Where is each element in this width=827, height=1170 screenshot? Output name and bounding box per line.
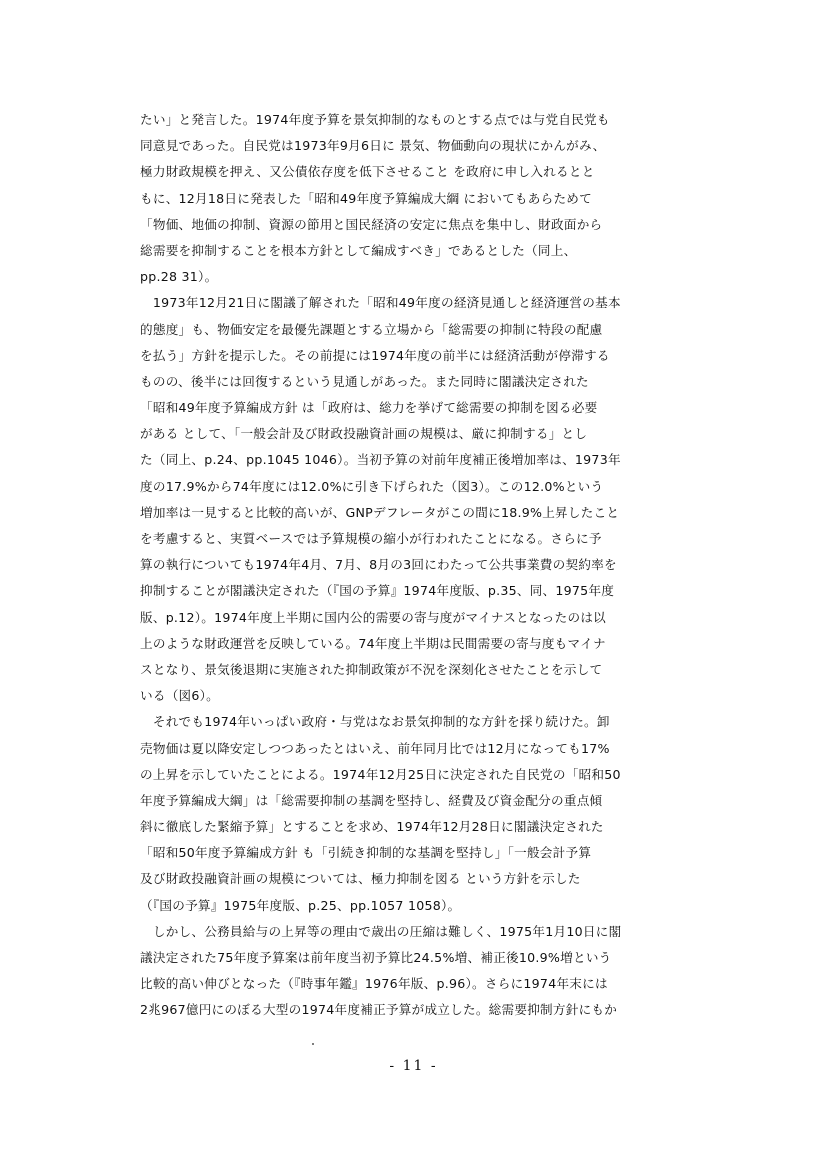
- text-line: 1973年12月21日に閣議了解された「昭和49年度の経済見通しと経済運営の基本: [140, 295, 621, 311]
- text-line: 2兆967億円にのぼる大型の1974年度補正予算が成立した。総需要抑制方針にもか: [140, 1002, 618, 1018]
- text-line: 議決定された75年度予算案は前年度当初予算比24.5%増、補正後10.9%増という: [140, 950, 612, 965]
- text-line: 上のような財政運営を反映している。74年度上半期は民間需要の寄与度もマイナ: [140, 635, 606, 651]
- text-line: 「物価、地価の抑制、資源の節用と国民経済の安定に焦点を集中し、財政面から: [140, 216, 603, 232]
- text-line: 年度予算編成大綱」は「総需要抑制の基調を堅持し、経費及び資金配分の重点傾: [140, 792, 603, 808]
- text-line: pp.28 31）。: [140, 269, 218, 285]
- text-line: 及び財政投融資計画の規模については、極力抑制を図る という方針を示した: [140, 871, 581, 887]
- text-line: 斜に徹底した緊縮予算」とすることを求め、1974年12月28日に閣議決定された: [140, 819, 604, 835]
- text-line: 的態度」も、物価安定を最優先課題とする立場から「総需要の抑制に特段の配慮: [140, 321, 603, 337]
- text-line: を考慮すると、実質ベースでは予算規模の縮小が行われたことになる。さらに予: [140, 531, 602, 546]
- text-line: しかし、公務員給与の上昇等の理由で歳出の圧縮は難しく、1975年1月10日に閣: [140, 923, 622, 939]
- text-line: （『国の予算』1975年度版、p.25、pp.1057 1058）。: [140, 897, 461, 913]
- text-line: 売物価は夏以降安定しつつあったとはいえ、前年同月比では12月になっても17%: [140, 740, 610, 756]
- text-line: スとなり、景気後退期に実施された抑制政策が不況を深刻化させたことを示して: [140, 661, 603, 677]
- text-line: 抑制することが閣議決定された（『国の予算』1974年度版、p.35、同、1975年度: [140, 583, 615, 599]
- text-line: 極力財政規模を押え、又公債依存度を低下させること を政府に申し入れるとと: [140, 164, 595, 180]
- text-line: ものの、後半には回復するという見通しがあった。また同時に閣議決定された: [140, 373, 589, 389]
- text-line: がある として、「一般会計及び財政投融資計画の規模は、厳に抑制する」とし: [140, 426, 588, 442]
- text-line: たい」と発言した。1974年度予算を景気抑制的なものとする点では与党自民党も: [140, 112, 610, 127]
- body-text: [140, 107, 700, 1024]
- text-line: それでも1974年いっぱい政府・与党はなお景気抑制的な方針を採り続けた。卸: [140, 714, 610, 730]
- text-line: の上昇を示していたことによる。1974年12月25日に決定された自民党の「昭和50: [140, 766, 621, 782]
- text-line: を払う」方針を提示した。その前提には1974年度の前半には経済活動が停滞する: [140, 347, 610, 363]
- text-line: いる（図6）。: [140, 688, 220, 704]
- text-line: 度の17.9%から74年度には12.0%に引き下げられた（図3）。この12.0%という: [140, 478, 604, 494]
- text-line: 算の執行についても1974年4月、7月、8月の3回にわたって公共事業費の契約率を: [140, 557, 617, 573]
- page-number: - 11 -: [389, 1058, 438, 1074]
- text-line: た（同上、p.24、pp.1045 1046）。当初予算の対前年度補正後増加率は、1973年: [140, 452, 621, 468]
- text-line: 総需要を抑制することを根本方針として編成すべき」であるとした（同上、: [140, 242, 577, 258]
- text-line: 「昭和50年度予算編成方針 も「引続き抑制的な基調を堅持し」「一般会計予算: [140, 845, 592, 861]
- text-line: 版、p.12）。1974年度上半期に国内公的需要の寄与度がマイナスとなったのは以: [140, 609, 607, 625]
- text-line: 増加率は一見すると比較的高いが、GNPデフレータがこの間に18.9%上昇したこと: [140, 504, 620, 520]
- text-line: 同意見であった。自民党は1973年9月6日に 景気、物価動向の現状にかんがみ、: [140, 138, 606, 154]
- text-line: 比較的高い伸びとなった（『時事年鑑』1976年版、p.96）。さらに1974年末には: [140, 976, 608, 992]
- text-line: もに、12月18日に発表した「昭和49年度予算編成大綱 においてもあらためて: [140, 190, 592, 206]
- text-line: 「昭和49年度予算編成方針 は「政府は、総力を挙げて総需要の抑制を図る必要: [140, 400, 598, 416]
- scan-speck: [312, 1043, 314, 1045]
